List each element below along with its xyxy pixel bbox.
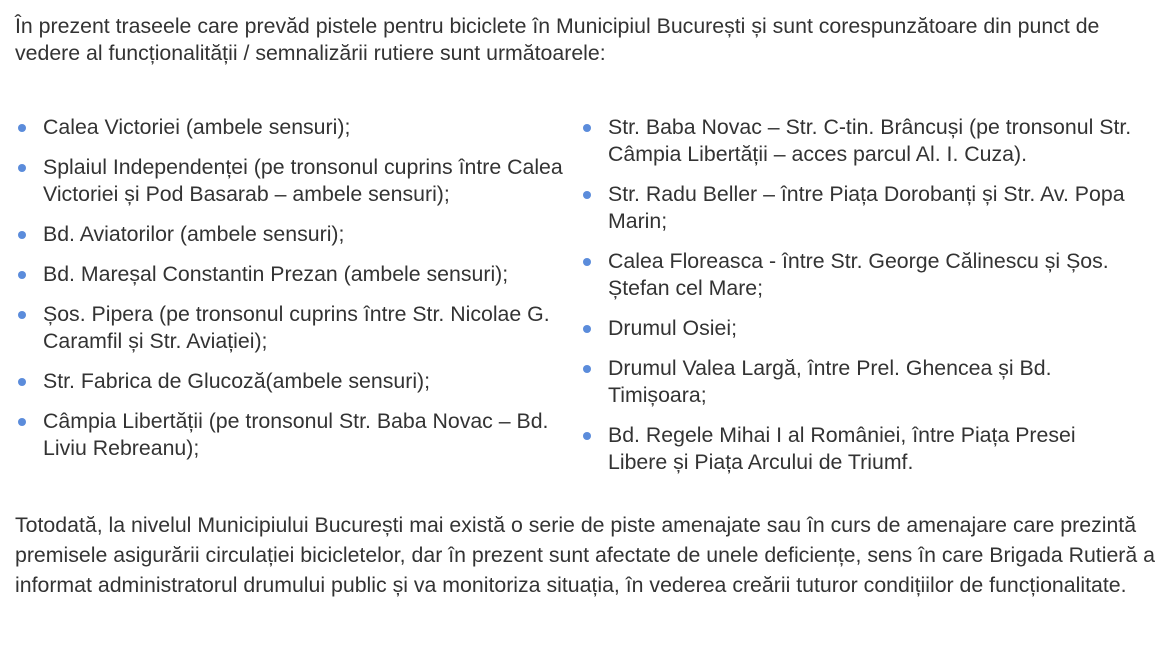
list-item-text: Str. Radu Beller – între Piața Dorobanți și Str. Av. Popa Marin; xyxy=(608,182,1125,233)
bullet-icon xyxy=(583,365,591,373)
bullet-icon xyxy=(18,231,26,239)
list-item-text: Bd. Mareșal Constantin Prezan (ambele sensuri); xyxy=(43,262,509,286)
bullet-icon xyxy=(18,418,26,426)
list-item xyxy=(15,368,570,395)
list-item-text: Bd. Regele Mihai I al României, între Piața Presei Libere și Piața Arcului de Triumf. xyxy=(608,423,1076,474)
bullet-icon xyxy=(18,311,26,319)
list-item xyxy=(15,221,570,248)
list-item-text: Calea Floreasca - între Str. George Călinescu și Șos. Ștefan cel Mare; xyxy=(608,249,1109,300)
list-item xyxy=(15,114,570,141)
closing-paragraph: Totodată, la nivelul Municipiului București mai există o serie de piste amenajate sau în curs de amenajare care prezintă premisele asigurării circulației bicicletelor, dar în prezent sunt afectate de unele deficiențe, sens în care Brigada Rutieră a informat administratorul drumului public și va monitoriza situația, în vederea creării tuturor condițiilor de funcționalitate. xyxy=(15,513,1155,597)
list-item xyxy=(15,408,570,462)
bullet-icon xyxy=(583,258,591,266)
list-item-text: Bd. Aviatorilor (ambele sensuri); xyxy=(43,222,345,246)
list-item xyxy=(15,154,570,208)
bullet-icon xyxy=(18,164,26,172)
list-item-text: Câmpia Libertății (pe tronsonul Str. Baba Novac – Bd. Liviu Rebreanu); xyxy=(43,409,549,460)
intro-paragraph: În prezent traseele care prevăd pistele pentru biciclete în Municipiul București și sunt corespunzătoare din punct de vedere al funcționalității / semnalizării rutiere sunt următoarele: xyxy=(15,14,1100,65)
list-item xyxy=(15,301,570,355)
list-item xyxy=(580,248,1140,302)
list-item xyxy=(580,355,1140,409)
list-item-text: Drumul Valea Largă, între Prel. Ghencea și Bd. Timișoara; xyxy=(608,356,1052,407)
list-item-text: Șos. Pipera (pe tronsonul cuprins între Str. Nicolae G. Caramfil și Str. Aviației); xyxy=(43,302,550,353)
list-item-text: Drumul Osiei; xyxy=(608,316,737,340)
list-item xyxy=(580,181,1140,235)
list-item xyxy=(15,261,570,288)
bike-lanes-list-right xyxy=(580,114,1140,489)
list-item-text: Str. Baba Novac – Str. C-tin. Brâncuși (pe tronsonul Str. Câmpia Libertății – acces parcul Al. I. Cuza). xyxy=(608,115,1132,166)
bullet-icon xyxy=(583,432,591,440)
bullet-icon xyxy=(18,124,26,132)
list-item xyxy=(580,315,1140,342)
list-item-text: Calea Victoriei (ambele sensuri); xyxy=(43,115,351,139)
bullet-icon xyxy=(18,271,26,279)
list-item xyxy=(580,114,1140,168)
bullet-icon xyxy=(18,378,26,386)
list-item-text: Splaiul Independenței (pe tronsonul cuprins între Calea Victoriei și Pod Basarab – ambele sensuri); xyxy=(43,155,563,206)
bike-lanes-list-left xyxy=(15,114,570,475)
bullet-icon xyxy=(583,191,591,199)
bullet-icon xyxy=(583,124,591,132)
list-item xyxy=(580,422,1140,476)
list-item-text: Str. Fabrica de Glucoză(ambele sensuri); xyxy=(43,369,431,393)
bullet-icon xyxy=(583,325,591,333)
